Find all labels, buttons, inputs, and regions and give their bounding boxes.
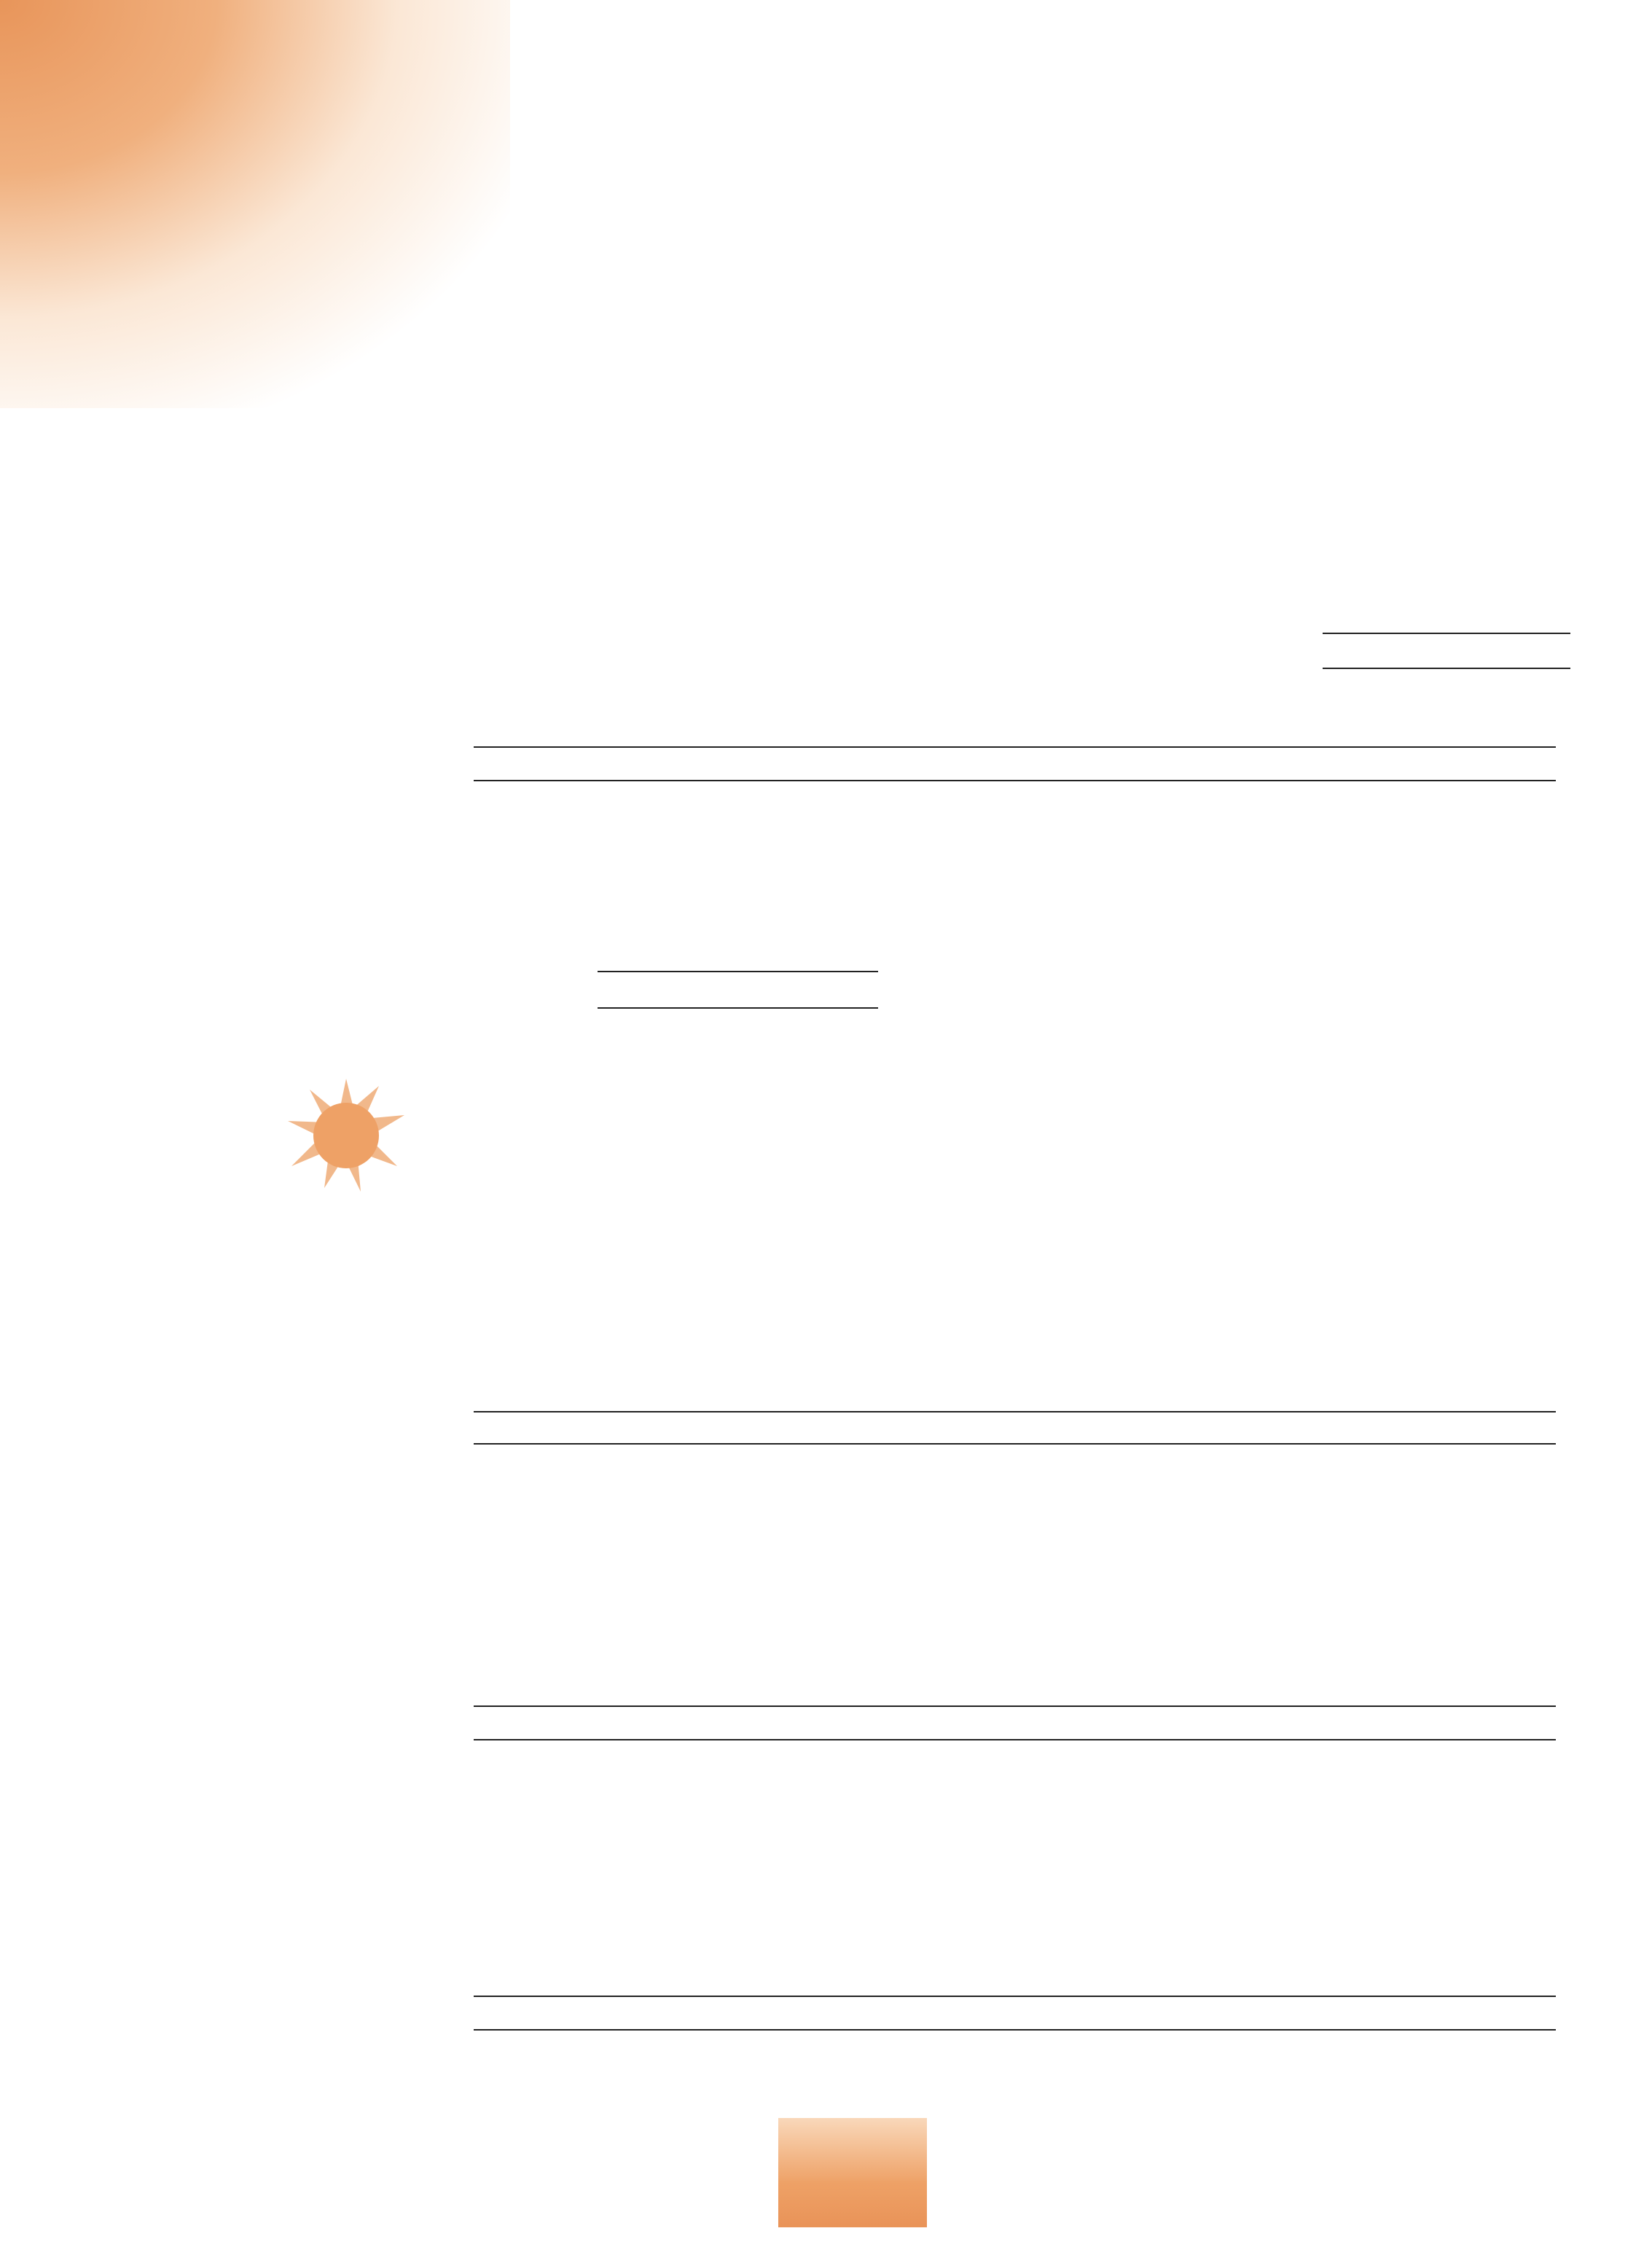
ink-splash-icon bbox=[277, 1064, 415, 1203]
answer-line[interactable] bbox=[474, 1705, 1556, 1707]
answer-line[interactable] bbox=[474, 746, 1556, 748]
answer-line[interactable] bbox=[598, 1007, 878, 1009]
page-number-box bbox=[778, 2118, 927, 2227]
answer-line[interactable] bbox=[474, 2029, 1556, 2031]
answer-line[interactable] bbox=[1323, 668, 1570, 669]
answer-line[interactable] bbox=[474, 1739, 1556, 1740]
corner-decoration bbox=[0, 0, 510, 408]
answer-line[interactable] bbox=[598, 971, 878, 972]
answer-line[interactable] bbox=[474, 780, 1556, 781]
answer-line[interactable] bbox=[474, 1443, 1556, 1445]
answer-line[interactable] bbox=[474, 1996, 1556, 1997]
answer-line[interactable] bbox=[474, 1411, 1556, 1412]
answer-line[interactable] bbox=[1323, 633, 1570, 634]
